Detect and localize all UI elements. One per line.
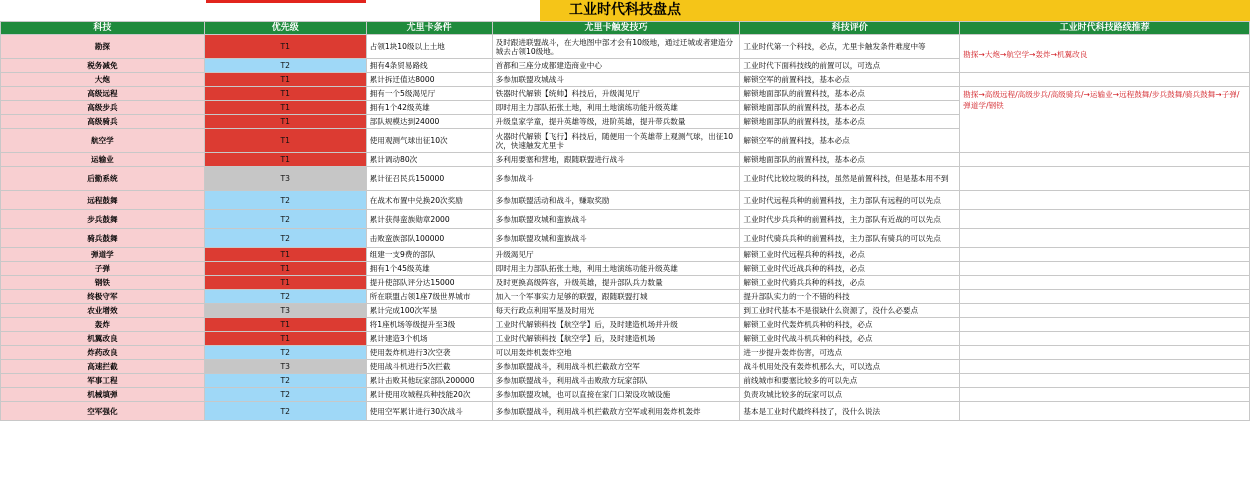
eureka-condition-cell: 部队规模达到24000 xyxy=(366,115,492,129)
evaluation-cell: 提升部队实力的一个不错的科技 xyxy=(740,290,960,304)
priority-cell: T2 xyxy=(204,402,366,421)
eureka-condition-cell: 累计击败其他玩家部队200000 xyxy=(366,374,492,388)
eureka-tip-cell: 多参加联盟战斗，利用战斗击败敌方玩家部队 xyxy=(492,374,740,388)
table-row xyxy=(1,248,1250,262)
eureka-condition-cell: 累计建造3个机场 xyxy=(366,332,492,346)
priority-cell: T3 xyxy=(204,167,366,191)
table-row xyxy=(1,229,1250,248)
table-row xyxy=(1,167,1250,191)
table-row xyxy=(1,360,1250,374)
priority-cell: T1 xyxy=(204,248,366,262)
tech-name-cell: 机翼改良 xyxy=(1,332,205,346)
tech-name-cell: 钢铁 xyxy=(1,276,205,290)
evaluation-cell: 解锁工业时代战斗机兵种的科技，必点 xyxy=(740,332,960,346)
eureka-tip-cell: 多参加联盟攻城和蛮族战斗 xyxy=(492,229,740,248)
table-row xyxy=(1,346,1250,360)
table-row xyxy=(1,332,1250,346)
tech-name-cell: 运输业 xyxy=(1,153,205,167)
evaluation-cell: 工业时代骑兵兵种的前置科技，主力部队有骑兵的可以先点 xyxy=(740,229,960,248)
eureka-tip-cell: 及时跟进联盟战斗，在大地图中部才会有10级地，通过迁城或者建造分城去占领10级地。 xyxy=(492,35,740,59)
priority-cell: T3 xyxy=(204,304,366,318)
eureka-condition-cell: 累计完成100次军垦 xyxy=(366,304,492,318)
tech-name-cell: 弹道学 xyxy=(1,248,205,262)
route-empty-cell xyxy=(960,248,1250,262)
evaluation-cell: 工业时代第一个科技，必点，尤里卡触发条件难度中等 xyxy=(740,35,960,59)
eureka-condition-cell: 将1座机场等级提升至3级 xyxy=(366,318,492,332)
route-empty-cell xyxy=(960,360,1250,374)
eureka-condition-cell: 使用空军累计进行30次战斗 xyxy=(366,402,492,421)
tech-name-cell: 高级远程 xyxy=(1,87,205,101)
evaluation-cell: 到工业时代基本不是很缺什么资源了，没什么必要点 xyxy=(740,304,960,318)
table-row xyxy=(1,153,1250,167)
eureka-tip-cell: 多参加联盟活动和战斗，赚取奖励 xyxy=(492,191,740,210)
eureka-tip-cell: 工业时代解锁科技【航空学】后，及时建造机场并升级 xyxy=(492,318,740,332)
evaluation-cell: 解锁空军的前置科技，基本必点 xyxy=(740,129,960,153)
route-recommend-2: 勘探→高级远程/高级步兵/高级骑兵/→运输业→远程鼓舞/步兵鼓舞/骑兵鼓舞→子弹/弹道学/钢铁 xyxy=(960,87,1250,153)
evaluation-cell: 解锁工业时代近战兵种的科技，必点 xyxy=(740,262,960,276)
tech-name-cell: 农业增效 xyxy=(1,304,205,318)
route-recommend-1: 勘探→大炮→航空学→轰炸→机翼改良 xyxy=(960,35,1250,73)
evaluation-cell: 解锁地面部队的前置科技，基本必点 xyxy=(740,101,960,115)
tech-name-cell: 终极守军 xyxy=(1,290,205,304)
eureka-condition-cell: 累计调动80次 xyxy=(366,153,492,167)
table-row xyxy=(1,318,1250,332)
priority-cell: T2 xyxy=(204,290,366,304)
priority-cell: T1 xyxy=(204,276,366,290)
tech-name-cell: 子弹 xyxy=(1,262,205,276)
route-empty-cell xyxy=(960,262,1250,276)
table-row xyxy=(1,402,1250,421)
priority-cell: T1 xyxy=(204,87,366,101)
eureka-tip-cell: 加入一个军事实力足够的联盟，跟随联盟打城 xyxy=(492,290,740,304)
eureka-condition-cell: 提升使部队评分达15000 xyxy=(366,276,492,290)
eureka-condition-cell: 累计使用攻城程兵种技能20次 xyxy=(366,388,492,402)
eureka-tip-cell: 升级渴见厅 xyxy=(492,248,740,262)
priority-cell: T1 xyxy=(204,101,366,115)
evaluation-cell: 工业时代下面科技线的前置可以，可选点 xyxy=(740,59,960,73)
evaluation-cell: 解锁地面部队的前置科技，基本必点 xyxy=(740,115,960,129)
table-row xyxy=(1,35,1250,59)
route-empty-cell xyxy=(960,191,1250,210)
sheet-title: 工业时代科技盘点 xyxy=(569,2,681,18)
table-row xyxy=(1,388,1250,402)
eureka-tip-cell: 每天行政点利用军垦及时用光 xyxy=(492,304,740,318)
table-row xyxy=(1,191,1250,210)
eureka-tip-cell: 多参加联盟战斗，利用战斗机拦截敌方空军 xyxy=(492,360,740,374)
route-empty-cell xyxy=(960,318,1250,332)
evaluation-cell: 解锁工业时代轰炸机兵种的科技，必点 xyxy=(740,318,960,332)
route-empty-cell xyxy=(960,276,1250,290)
evaluation-cell: 战斗机用处没有轰炸机那么大，可以选点 xyxy=(740,360,960,374)
priority-cell: T1 xyxy=(204,115,366,129)
table-row xyxy=(1,262,1250,276)
tech-name-cell: 大炮 xyxy=(1,73,205,87)
route-empty-cell xyxy=(960,388,1250,402)
table-row xyxy=(1,210,1250,229)
eureka-tip-cell: 首都和三座分成都建造商业中心 xyxy=(492,59,740,73)
eureka-tip-cell: 即时用主力部队拓张土地，利用土地演练功能升级英雄 xyxy=(492,101,740,115)
eureka-condition-cell: 拥有1个45级英雄 xyxy=(366,262,492,276)
route-empty-cell xyxy=(960,304,1250,318)
tech-name-cell: 高级步兵 xyxy=(1,101,205,115)
evaluation-cell: 前线城市和要塞比较多的可以先点 xyxy=(740,374,960,388)
table-row xyxy=(1,304,1250,318)
header-row xyxy=(1,22,1250,35)
eureka-condition-cell: 拥有一个5级渴见厅 xyxy=(366,87,492,101)
eureka-condition-cell: 使用战斗机进行5次拦截 xyxy=(366,360,492,374)
priority-cell: T2 xyxy=(204,388,366,402)
eureka-tip-cell: 多参加联盟战斗，利用战斗机拦截敌方空军或利用轰炸机轰炸 xyxy=(492,402,740,421)
eureka-condition-cell: 累计获得蛮族勋章2000 xyxy=(366,210,492,229)
evaluation-cell: 工业时代远程兵种的前置科技，主力部队有远程的可以先点 xyxy=(740,191,960,210)
header-route: 工业时代科技路线推荐 xyxy=(960,22,1250,35)
table-row xyxy=(1,290,1250,304)
route-empty-cell xyxy=(960,402,1250,421)
tech-name-cell: 勘探 xyxy=(1,35,205,59)
eureka-condition-cell: 累计拆迁值达8000 xyxy=(366,73,492,87)
evaluation-cell: 解锁工业时代远程兵种的科技，必点 xyxy=(740,248,960,262)
evaluation-cell: 解锁地面部队的前置科技，基本必点 xyxy=(740,87,960,101)
tech-name-cell: 军事工程 xyxy=(1,374,205,388)
evaluation-cell: 解锁空军的前置科技，基本必点 xyxy=(740,73,960,87)
eureka-tip-cell: 多参加联盟攻城和蛮族战斗 xyxy=(492,210,740,229)
evaluation-cell: 基本是工业时代最终科技了，没什么说法 xyxy=(740,402,960,421)
eureka-tip-cell: 多利用要塞和营地，跟随联盟进行战斗 xyxy=(492,153,740,167)
eureka-condition-cell: 击败蛮族部队100000 xyxy=(366,229,492,248)
route-empty-cell xyxy=(960,153,1250,167)
priority-cell: T1 xyxy=(204,262,366,276)
eureka-condition-cell: 在战术布置中兑换20次奖励 xyxy=(366,191,492,210)
header-eureka-tip: 尤里卡触发技巧 xyxy=(492,22,740,35)
eureka-condition-cell: 所在联盟占领1座7级世界城市 xyxy=(366,290,492,304)
eureka-tip-cell: 升级皇家学童，提升英雄等级，进阶英雄，提升带兵数量 xyxy=(492,115,740,129)
table-row xyxy=(1,73,1250,87)
header-tech: 科技 xyxy=(1,22,205,35)
eureka-tip-cell: 工业时代解锁科技【航空学】后，及时建造机场 xyxy=(492,332,740,346)
priority-cell: T1 xyxy=(204,129,366,153)
eureka-tip-cell: 可以用轰炸机轰炸空地 xyxy=(492,346,740,360)
priority-cell: T2 xyxy=(204,374,366,388)
evaluation-cell: 工业时代比较垃圾的科技，虽然是前置科技，但是基本用不到 xyxy=(740,167,960,191)
table-row xyxy=(1,87,1250,101)
header-eureka-condition: 尤里卡条件 xyxy=(366,22,492,35)
eureka-condition-cell: 拥有4条贸易路线 xyxy=(366,59,492,73)
priority-cell: T3 xyxy=(204,360,366,374)
eureka-tip-cell: 铁器时代解锁【统帅】科技后，升级渴见厅 xyxy=(492,87,740,101)
eureka-condition-cell: 使用轰炸机进行3次空袭 xyxy=(366,346,492,360)
evaluation-cell: 负责攻城比较多的玩家可以点 xyxy=(740,388,960,402)
priority-cell: T1 xyxy=(204,318,366,332)
priority-cell: T2 xyxy=(204,59,366,73)
tech-name-cell: 骑兵鼓舞 xyxy=(1,229,205,248)
header-priority: 优先级 xyxy=(204,22,366,35)
route-empty-cell xyxy=(960,374,1250,388)
eureka-tip-cell: 多参加联盟攻城战斗 xyxy=(492,73,740,87)
eureka-tip-cell: 多参加联盟攻城，也可以直接在家门口架设攻城设施 xyxy=(492,388,740,402)
eureka-tip-cell: 即时用主力部队拓张土地，利用土地演练功能升级英雄 xyxy=(492,262,740,276)
evaluation-cell: 解锁地面部队的前置科技，基本必点 xyxy=(740,153,960,167)
route-empty-cell xyxy=(960,167,1250,191)
priority-cell: T1 xyxy=(204,332,366,346)
eureka-tip-cell: 多参加战斗 xyxy=(492,167,740,191)
tech-name-cell: 步兵鼓舞 xyxy=(1,210,205,229)
route-empty-cell xyxy=(960,290,1250,304)
priority-cell: T2 xyxy=(204,346,366,360)
eureka-tip-cell: 及时更换高级阵容，升级英雄，提升部队兵力数量 xyxy=(492,276,740,290)
tech-name-cell: 轰炸 xyxy=(1,318,205,332)
eureka-condition-cell: 拥有1个42级英雄 xyxy=(366,101,492,115)
eureka-tip-cell: 火器时代解锁【飞行】科技后，随便用一个英雄带上观测气球，出征10次，快速触发尤里卡 xyxy=(492,129,740,153)
priority-cell: T2 xyxy=(204,229,366,248)
table-row xyxy=(1,276,1250,290)
evaluation-cell: 工业时代步兵兵种的前置科技，主力部队有近战的可以先点 xyxy=(740,210,960,229)
tech-table xyxy=(0,21,1250,421)
tech-name-cell: 炸药改良 xyxy=(1,346,205,360)
route-empty-cell xyxy=(960,210,1250,229)
route-empty-cell xyxy=(960,229,1250,248)
eureka-condition-cell: 组建一支9费的部队 xyxy=(366,248,492,262)
eureka-condition-cell: 占领1块10级以上土地 xyxy=(366,35,492,59)
tech-name-cell: 税务减免 xyxy=(1,59,205,73)
eureka-condition-cell: 累计征召民兵150000 xyxy=(366,167,492,191)
tech-name-cell: 航空学 xyxy=(1,129,205,153)
priority-cell: T2 xyxy=(204,210,366,229)
route-empty-cell xyxy=(960,332,1250,346)
title-bar xyxy=(0,0,1250,21)
priority-cell: T2 xyxy=(204,191,366,210)
tech-name-cell: 远程鼓舞 xyxy=(1,191,205,210)
eureka-condition-cell: 使用观测气球出征10次 xyxy=(366,129,492,153)
tech-name-cell: 机械填弹 xyxy=(1,388,205,402)
priority-cell: T1 xyxy=(204,153,366,167)
tech-name-cell: 高速拦截 xyxy=(1,360,205,374)
tech-name-cell: 空军强化 xyxy=(1,402,205,421)
priority-cell: T1 xyxy=(204,35,366,59)
tech-name-cell: 后勤系统 xyxy=(1,167,205,191)
route-empty-cell xyxy=(960,73,1250,87)
header-evaluation: 科技评价 xyxy=(740,22,960,35)
tech-name-cell: 高级骑兵 xyxy=(1,115,205,129)
evaluation-cell: 进一步提升轰炸伤害，可选点 xyxy=(740,346,960,360)
route-empty-cell xyxy=(960,346,1250,360)
evaluation-cell: 解锁工业时代骑兵兵种的科技，必点 xyxy=(740,276,960,290)
table-row xyxy=(1,374,1250,388)
priority-cell: T1 xyxy=(204,73,366,87)
